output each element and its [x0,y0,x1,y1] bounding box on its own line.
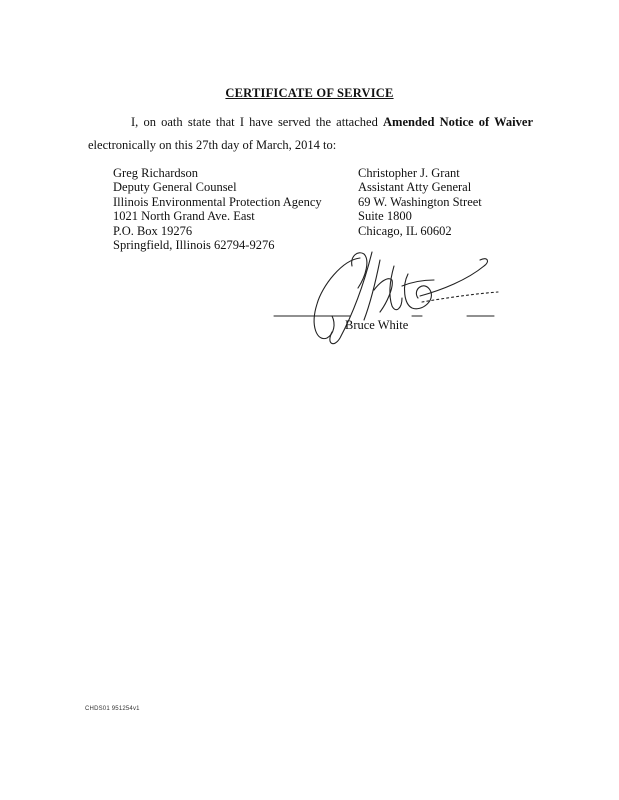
oath-statement [88,111,533,157]
recipient-1-city: Springfield, Illinois 62794-9276 [113,237,275,252]
recipient-1-pobox: P.O. Box 19276 [113,223,193,238]
document-title: CERTIFICATE OF SERVICE [225,86,394,100]
document-name: Amended Notice of Waiver [383,115,533,129]
recipient-1-name: Greg Richardson [113,166,199,180]
recipient-1-title: Deputy General Counsel [113,180,237,195]
recipient-1-street: 1021 North Grand Ave. East [113,209,255,224]
document-footer-code: CHDS01 951254v1 [85,706,140,712]
recipient-2-name: Christopher J. Grant [358,166,460,180]
signer-name: Bruce White [345,318,409,332]
recipient-2-title: Assistant Atty General [358,180,472,195]
recipient-address-1 [113,166,322,252]
recipient-address-2 [358,166,482,238]
recipient-2-suite: Suite 1800 [358,209,412,224]
oath-statement-lead: I, on oath state that I have served the attached [131,115,383,129]
recipient-2-street: 69 W. Washington Street [358,194,482,209]
oath-statement-tail: electronically on this 27th day of March, 2014 to: [88,138,337,152]
recipient-2-city: Chicago, IL 60602 [358,223,452,238]
recipient-1-agency: Illinois Environmental Protection Agency [113,194,322,209]
